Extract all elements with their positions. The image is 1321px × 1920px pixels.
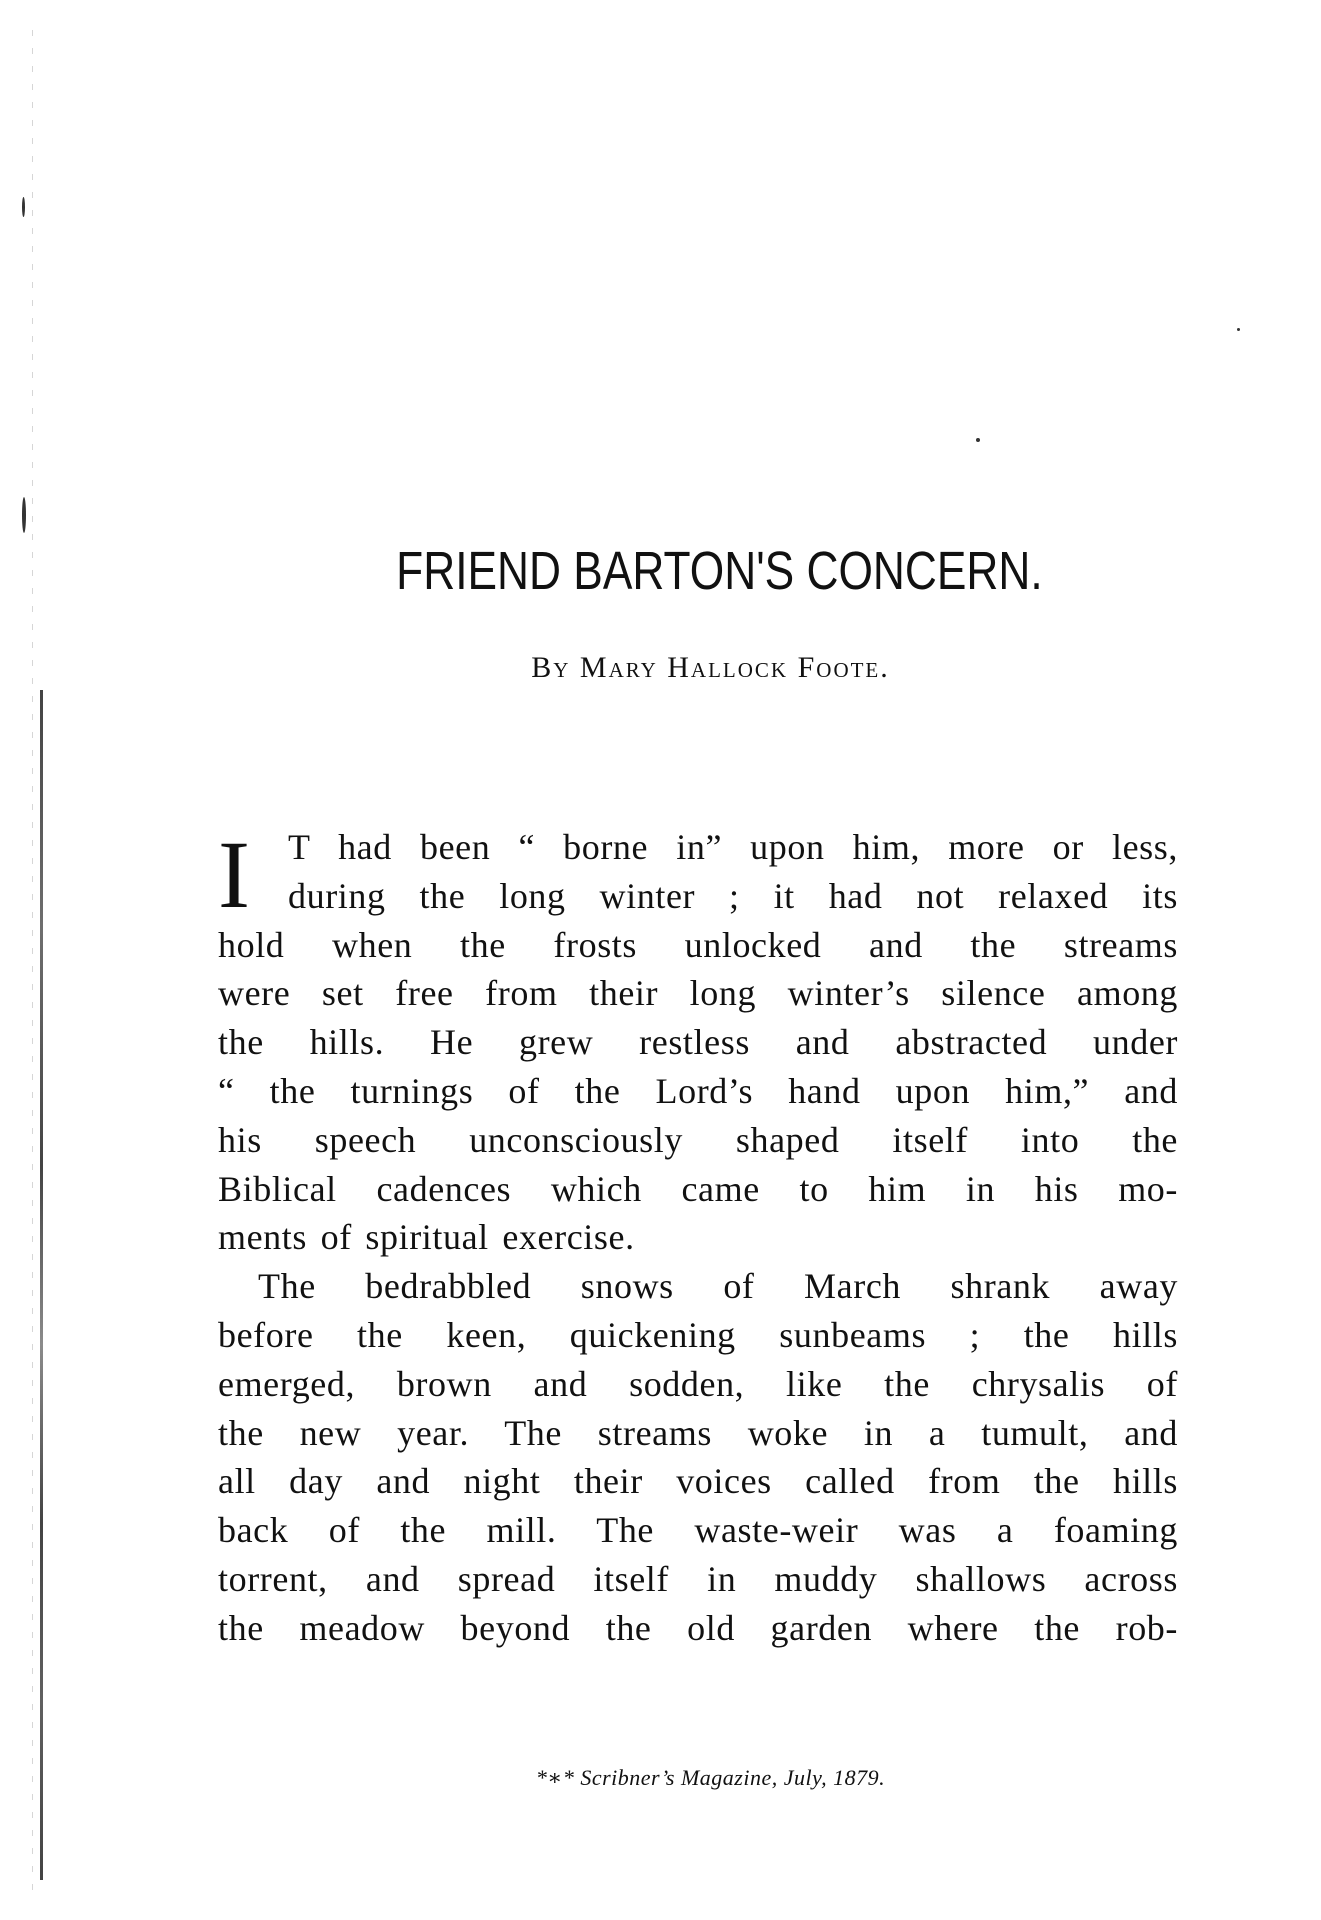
- binding-shadow: [32, 30, 33, 1890]
- text-line: back of the mill. The waste-weir was a foaming: [218, 1510, 1178, 1551]
- scan-speck: [976, 438, 980, 442]
- scan-speck: [1237, 328, 1240, 331]
- text-line: the new year. The streams woke in a tumult, and: [218, 1412, 1178, 1453]
- text-line: “ the turnings of the Lord’s hand upon him,” and: [218, 1070, 1178, 1111]
- text-line: T had been “ borne in” upon him, more or less,: [288, 827, 1178, 867]
- text-line: The bedrabbled snows of March shrank away: [258, 1266, 1178, 1307]
- scan-speck: [22, 497, 26, 533]
- paragraph: [218, 1262, 1178, 1652]
- author-byline: By Mary Hallock Foote.: [531, 651, 890, 684]
- text-line: emerged, brown and sodden, like the chrysalis of: [218, 1363, 1178, 1404]
- article-body: [218, 823, 1178, 1653]
- text-line: ments of spiritual exercise.: [218, 1217, 635, 1258]
- source-footnote: *∗* Scribner’s Magazine, July, 1879.: [535, 1765, 886, 1790]
- text-line: hold when the frosts unlocked and the streams: [218, 924, 1178, 965]
- text-line: the hills. He grew restless and abstracted under: [218, 1022, 1178, 1063]
- binding-edge: [40, 690, 43, 1880]
- text-line: were set free from their long winter’s silence among: [218, 973, 1178, 1014]
- text-line: before the keen, quickening sunbeams ; the hills: [218, 1314, 1178, 1355]
- text-line: during the long winter ; it had not relaxed its: [288, 875, 1178, 916]
- text-line: Biblical cadences which came to him in his mo-: [218, 1168, 1178, 1209]
- drop-cap: I: [218, 821, 251, 928]
- text-line: the meadow beyond the old garden where the rob-: [218, 1607, 1178, 1648]
- text-line: torrent, and spread itself in muddy shallows across: [218, 1558, 1178, 1599]
- paragraph: [218, 823, 1178, 1262]
- text-line: his speech unconsciously shaped itself into the: [218, 1119, 1178, 1160]
- scan-speck: [22, 197, 25, 217]
- article-title: FRIEND BARTON'S CONCERN.: [396, 541, 1043, 601]
- text-line: all day and night their voices called from the hills: [218, 1461, 1178, 1502]
